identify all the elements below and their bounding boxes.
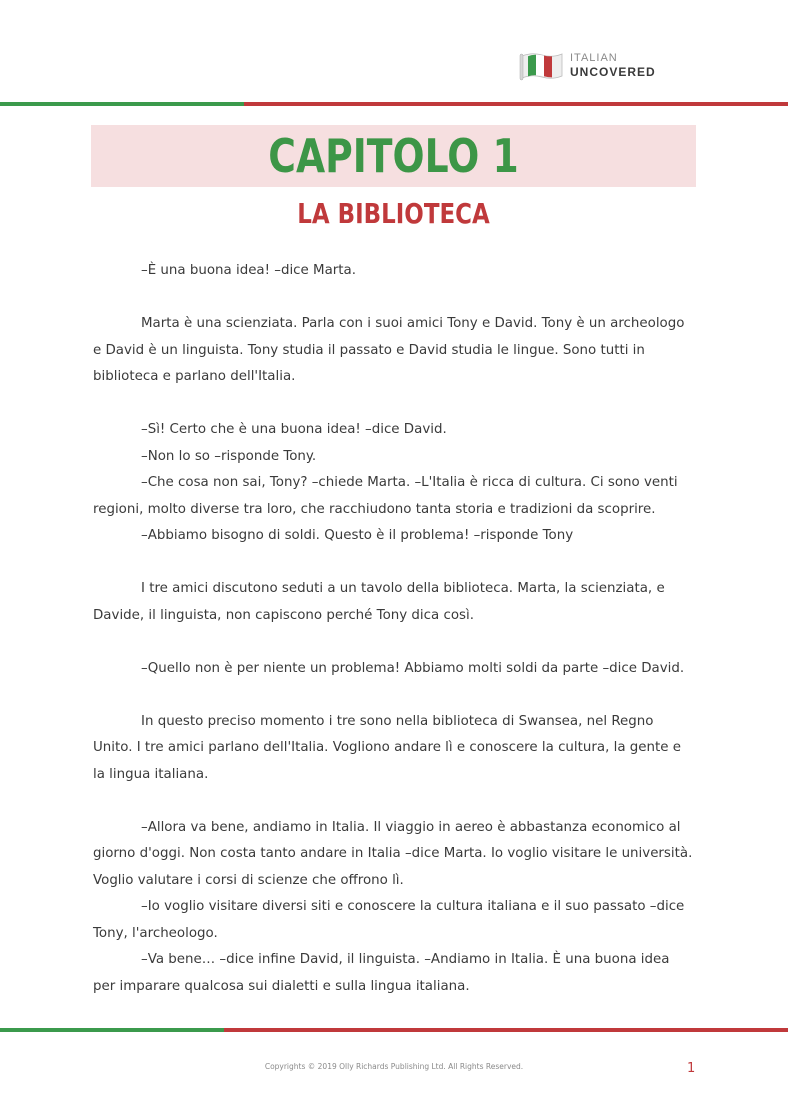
paragraph: –Sì! Certo che è una buona idea! –dice David. [141,422,447,437]
paragraph-gap [93,550,693,577]
bottom-divider [0,1028,788,1032]
chapter-header-box [91,125,696,187]
paragraph: –Allora va bene, andiamo in Italia. Il viaggio in aereo è abbastanza economico al giorno d'oggi. Non costa tanto andare in Italia –dice Marta. Io voglio visitare le università. Voglio valutare i corsi di scienze che offrono lì. [93,819,693,888]
paragraph: –Va bene… –dice infine David, il linguista. –Andiamo in Italia. È una buona idea per imparare qualcosa sui dialetti e sulla lingua italiana. [93,952,670,994]
page-number: 1 [687,1061,696,1076]
chapter-subtitle: LA BIBLIOTECA [297,197,490,230]
paragraph-gap [93,629,693,656]
paragraph: –Abbiamo bisogno di soldi. Questo è il problema! –risponde Tony [141,528,574,543]
italian-uncovered-logo [518,48,668,84]
chapter-body [93,258,693,1000]
top-divider-red [244,102,788,106]
paragraph: –Non lo so –risponde Tony. [141,448,317,464]
logo-text-italian: ITALIAN [570,52,618,64]
paragraph: –Che cosa non sai, Tony? –chiede Marta. –L'Italia è ricca di cultura. Ci sono venti regioni, molto diverse tra loro, che racchiudono tanta storia e tradizioni da scoprire. [93,475,678,517]
paragraph-gap [93,682,693,709]
top-divider [0,102,788,106]
paragraph: –Quello non è per niente un problema! Abbiamo molti soldi da parte –dice David. [141,660,685,676]
footer-copyright: Copyrights © 2019 Olly Richards Publishing Ltd. All Rights Reserved. [264,1062,524,1071]
italian-flag-icon [518,50,568,82]
bottom-divider-red [224,1028,788,1032]
paragraph: –Io voglio visitare diversi siti e conoscere la cultura italiana e il suo passato –dice Tony, l'archeologo. [93,899,685,941]
paragraph: I tre amici discutono seduti a un tavolo della biblioteca. Marta, la scienziata, e Davide, il linguista, non capiscono perché Tony dica così. [93,581,665,623]
logo-text-uncovered: UNCOVERED [570,65,656,79]
paragraph-gap [93,391,693,418]
paragraph: In questo preciso momento i tre sono nella biblioteca di Swansea, nel Regno Unito. I tre amici parlano dell'Italia. Vogliono andare lì e conoscere la cultura, la gente e la lingua italiana. [93,713,681,782]
top-divider-green [0,102,244,106]
paragraph-gap [93,788,693,815]
paragraph-gap [93,285,693,312]
chapter-title: CAPITOLO 1 [268,129,519,183]
paragraph: –È una buona idea! –dice Marta. [141,263,357,278]
bottom-divider-green [0,1028,224,1032]
paragraph: Marta è una scienziata. Parla con i suoi amici Tony e David. Tony è un archeologo e David è un linguista. Tony studia il passato e David studia le lingue. Sono tutti in biblioteca e parlano dell'Italia. [93,316,685,384]
